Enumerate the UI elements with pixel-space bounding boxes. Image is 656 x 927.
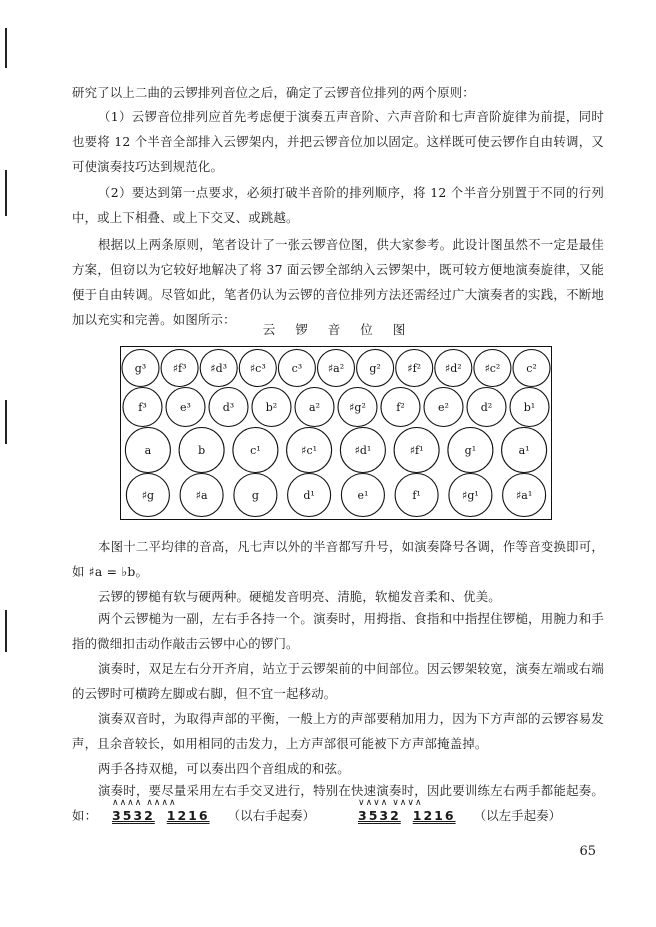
margin-mark-lower bbox=[5, 400, 7, 444]
gong-circles-svg bbox=[121, 347, 551, 519]
notation-group: 3532 bbox=[358, 808, 401, 823]
notation-group: 1216 bbox=[412, 808, 456, 823]
gong-pitch-label: ♯a² bbox=[327, 362, 345, 375]
paragraph-cross-hands: 演奏时，要尽量采用左右手交叉进行，特别在快速演奏时，因此要训练左右两手都能起奏。如： bbox=[72, 783, 604, 823]
gong-pitch-label: ♯d² bbox=[444, 362, 462, 375]
gong-pitch-label: ♯f¹ bbox=[409, 444, 424, 457]
gong-pitch-label: e³ bbox=[180, 401, 191, 414]
gong-pitch-label: f³ bbox=[138, 401, 147, 414]
margin-mark-mid bbox=[5, 170, 7, 216]
gong-pitch-label: d³ bbox=[222, 401, 235, 414]
paragraph-chord: 两手各持双槌，可以奏出四个音组成的和弦。 bbox=[98, 761, 350, 776]
notation-group: 3532 bbox=[112, 808, 155, 823]
gong-pitch-label: ♯a¹ bbox=[515, 489, 533, 502]
gong-pitch-label: g² bbox=[369, 362, 381, 375]
gong-pitch-label: b² bbox=[265, 401, 278, 414]
diagram-title: 云 锣 音 位 图 bbox=[262, 322, 414, 337]
gong-pitch-label: f¹ bbox=[412, 489, 421, 502]
gong-pitch-label: c² bbox=[526, 362, 537, 375]
gong-pitch-label: c¹ bbox=[250, 444, 261, 457]
stroke-marks: ∨∧∨∧ ∨∧∨∧ bbox=[358, 798, 423, 808]
gong-pitch-label: g³ bbox=[134, 362, 147, 375]
gong-pitch-label: ♯c³ bbox=[249, 362, 266, 375]
gong-pitch-label: d² bbox=[480, 401, 493, 414]
paragraph-principle-2: （2）要达到第一点要求，必须打破半音阶的排列顺序，将 12 个半音分别置于不同的行列中，或上下相叠、或上下交叉、或跳越。 bbox=[72, 185, 604, 225]
gong-pitch-label: b¹ bbox=[523, 401, 536, 414]
gong-pitch-label: g¹ bbox=[464, 444, 477, 457]
page-number: 65 bbox=[579, 844, 596, 859]
paragraph-principle-1: （1）云锣音位排列应首先考虑便于演奏五声音阶、六声音阶和七声音阶旋律为前提，同时也要将 12 个半音全部排入云锣架内，并把云锣音位加以固定。这样既可使云锣作自由转调，又可使演奏技巧达到规范化。 bbox=[72, 109, 604, 174]
gong-pitch-label: ♯g bbox=[141, 489, 155, 502]
gong-pitch-label: ♯c¹ bbox=[301, 444, 318, 457]
paragraph-mallets: 云锣的锣槌有软与硬两种。硬槌发音明亮、清脆，软槌发音柔和、优美。 bbox=[98, 589, 501, 604]
paragraph-intro: 研究了以上二曲的云锣排列音位之后，确定了云锣音位排列的两个原则： bbox=[72, 85, 475, 100]
gong-pitch-label: a bbox=[144, 444, 152, 457]
gong-pitch-label: ♯c² bbox=[484, 362, 501, 375]
paragraph-double-notes: 演奏双音时，为取得声部的平衡，一般上方的声部要稍加用力，因为下方声部的云锣容易发声，且余音较长，如用相同的击发力，上方声部很可能被下方声部掩盖掉。 bbox=[72, 711, 604, 751]
gong-pitch-label: e¹ bbox=[357, 489, 369, 502]
notation-left-hand bbox=[358, 798, 561, 824]
gong-pitch-label: d¹ bbox=[303, 489, 315, 502]
notation-right-hand bbox=[112, 798, 315, 824]
gong-pitch-label: ♯f³ bbox=[172, 362, 187, 375]
gong-pitch-label: f² bbox=[396, 401, 405, 414]
gong-pitch-label: c³ bbox=[291, 362, 303, 375]
gong-pitch-label: g bbox=[251, 489, 259, 502]
paragraph-stance: 演奏时，双足左右分开齐肩，站立于云锣架前的中间部位。因云锣架较宽，演奏左端或右端的云锣时可横跨左脚或右脚，但不宜一起移动。 bbox=[72, 661, 604, 701]
gong-pitch-label: ♯a bbox=[195, 489, 208, 502]
gong-pitch-label: ♯g¹ bbox=[462, 489, 479, 502]
notation-label: （以右手起奏） bbox=[227, 808, 316, 823]
gong-pitch-label: b bbox=[198, 444, 206, 457]
paragraph-note: 本图十二平均律的音高，凡七声以外的半音都写升号，如演奏降号各调，作等音变换即可，如 ♯a = ♭b。 bbox=[72, 539, 604, 579]
paragraph-grip: 两个云锣槌为一副，左右手各持一个。演奏时，用拇指、食指和中指捏住锣槌，用腕力和手指的微细扣击动作敲击云锣中心的锣门。 bbox=[72, 611, 604, 651]
margin-mark-top bbox=[5, 28, 7, 68]
gong-pitch-label: ♯d³ bbox=[210, 362, 228, 375]
stroke-marks: ∧∧∧∧ ∧∧∧∧ bbox=[112, 798, 177, 808]
gong-pitch-label: ♯f² bbox=[407, 362, 422, 375]
margin-mark-bottom bbox=[5, 610, 7, 652]
paragraph-design: 根据以上两条原则，笔者设计了一张云锣音位图，供大家参考。此设计图虽然不一定是最佳方案，但窃以为它较好地解决了将 37 面云锣全部纳入云锣架中，既可较方便地演奏旋律，又能便于自由转调。尽管如此，笔者仍认为云锣的音位排列方法还需经过广大演奏者的实践，不断地加以充实和完善。如图所示： bbox=[72, 237, 604, 327]
gong-pitch-label: a² bbox=[309, 401, 320, 414]
gong-pitch-label: ♯d¹ bbox=[354, 444, 372, 457]
gong-position-diagram bbox=[120, 346, 552, 520]
notation-label: （以左手起奏） bbox=[473, 808, 562, 823]
gong-pitch-label: a¹ bbox=[518, 444, 530, 457]
gong-pitch-label: e² bbox=[438, 401, 449, 414]
gong-pitch-label: ♯g² bbox=[349, 401, 366, 414]
notation-group: 1216 bbox=[166, 808, 210, 823]
